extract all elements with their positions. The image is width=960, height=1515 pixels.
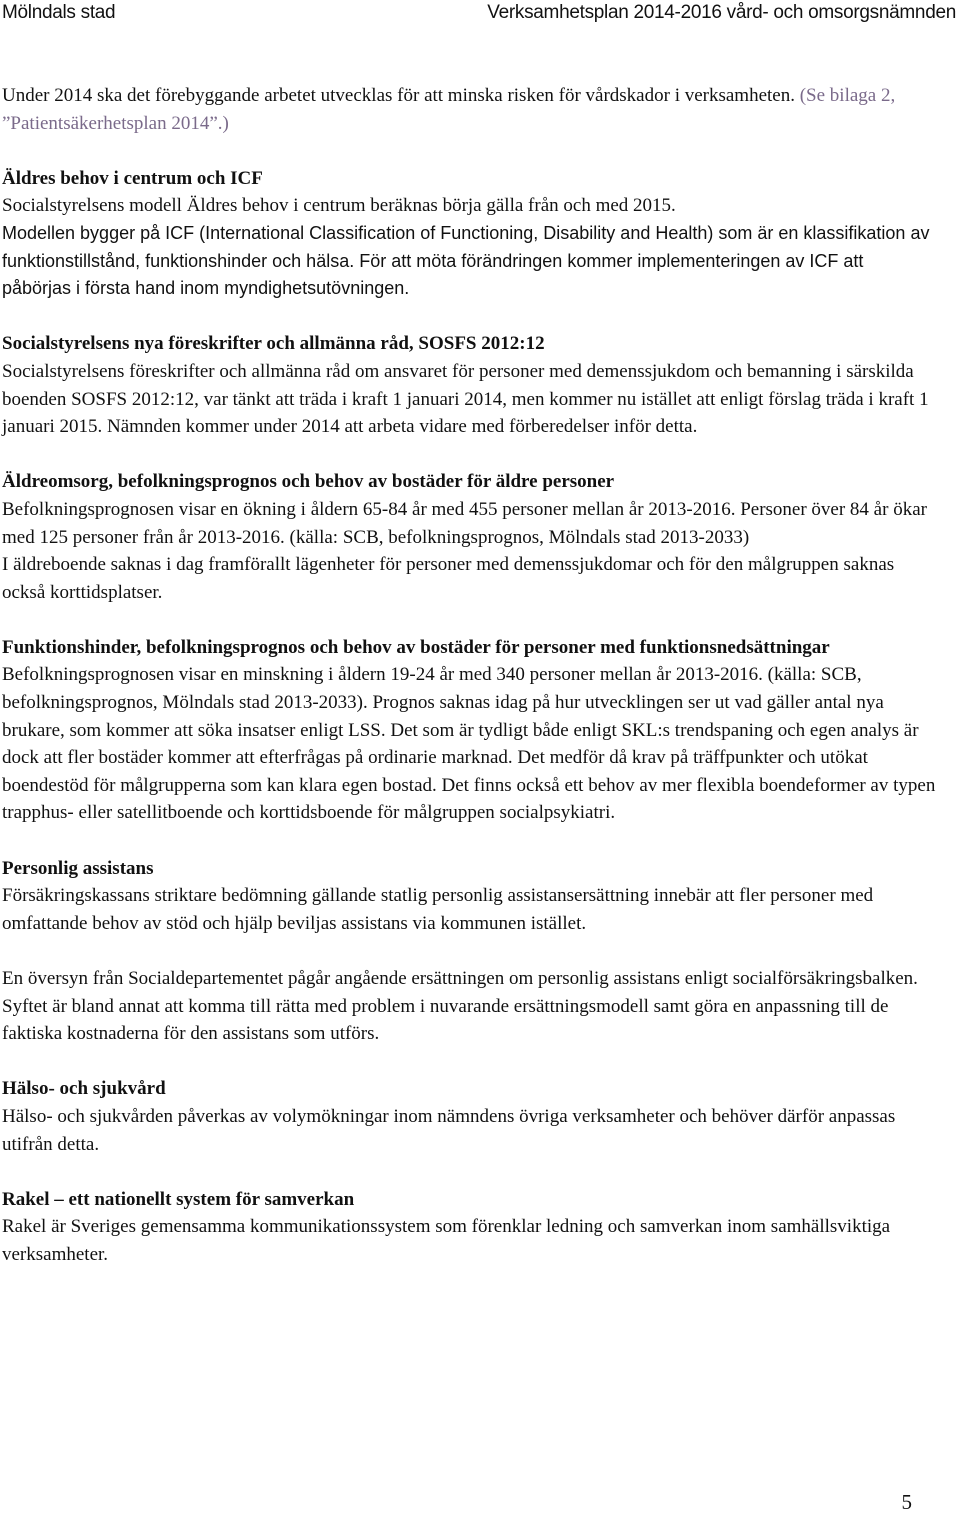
section-title: Äldres behov i centrum och ICF — [2, 167, 263, 189]
section-title: Hälso- och sjukvård — [2, 1078, 166, 1100]
bilaga-reference: (Se bilaga 2, ”Patientsäkerhetsplan 2014”.) — [2, 85, 896, 134]
section-paragraph: I äldreboende saknas i dag framförallt lägenheter för personer med demenssjukdomar och för den målgruppen saknas också korttidsplatser. — [2, 554, 895, 603]
section-title: Rakel – ett nationellt system för samverkan — [2, 1188, 355, 1210]
section-paragraph: Befolkningsprognosen visar en minskning i åldern 19-24 år med 340 personer mellan år 2013-2016. (källa: SCB, befolkningsprognos, Mölndals stad 2013-2033). Prognos saknas idag på hur utvecklingen ser ut vad gäller antal nya brukare, som kommer att söka insatser enligt LSS. Det som är tydligt både enligt SKL:s trendspaning och egen analys är dock att fler bostäder kommer att efterfrågas på ordinarie marknad. Det medför då krav på träffpunkter och utökat boendestöd för målgrupperna som kan klara egen bostad. Det finns också ett behov av mer flexibla boendeformer av typen trapphus- eller satellitboende och korttidsboende för målgruppen socialpsykiatri. — [2, 664, 936, 824]
header-organization: Mölndals stad — [2, 2, 116, 23]
section-aldreomsorg — [2, 468, 937, 606]
section-rakel — [2, 1186, 937, 1269]
intro-text-main: Under 2014 ska det förebyggande arbetet utvecklas för att minska risken för vårdskador i verksamheten. — [2, 85, 800, 106]
section-funktionshinder — [2, 634, 937, 827]
section-title: Socialstyrelsens nya föreskrifter och allmänna råd, SOSFS 2012:12 — [2, 333, 545, 355]
section-title: Personlig assistans — [2, 857, 154, 879]
intro-paragraph — [2, 82, 937, 137]
intro-text — [2, 82, 937, 137]
section-paragraph: Socialstyrelsens föreskrifter och allmänna råd om ansvaret för personer med demenssjukdom och bemanning i särskilda boenden SOSFS 2012:12, var tänkt att träda i kraft 1 januari 2014, men kommer nu istället att enligt förslag träda i kraft 1 januari 2015. Nämnden kommer under 2014 att arbeta vidare med förberedelser inför detta. — [2, 360, 929, 438]
section-icf — [2, 165, 937, 303]
header-document-title: Verksamhetsplan 2014-2016 vård- och omsorgsnämnden — [487, 2, 956, 23]
section-title: Funktionshinder, befolkningsprognos och behov av bostäder för personer med funktionsnedsättningar — [2, 636, 830, 658]
section-halso-sjukvard — [2, 1075, 937, 1158]
page-header — [0, 0, 960, 30]
section-personlig-assistans — [2, 855, 937, 1048]
section-paragraph: Socialstyrelsens modell Äldres behov i centrum beräknas börja gälla från och med 2015. — [2, 195, 676, 217]
section-paragraph: Modellen bygger på ICF (International Classification of Functioning, Disability and Health) som är en klassifikation av funktionstillstånd, funktionshinder och hälsa. För att möta förändringen kommer implementeringen av ICF att påbörjas i första hand inom myndighetsutövningen. — [2, 222, 930, 299]
section-title: Äldreomsorg, befolkningsprognos och behov av bostäder för äldre personer — [2, 471, 615, 493]
section-sosfs — [2, 330, 937, 440]
section-paragraph: En översyn från Socialdepartementet pågår angående ersättningen om personlig assistans enligt socialförsäkringsbalken. Syftet är bland annat att komma till rätta med problem i nuvarande ersättningsmodell samt göra en anpassning till de faktiska kostnaderna för den assistans som utförs. — [2, 968, 918, 1045]
section-paragraph: Rakel är Sveriges gemensamma kommunikationssystem som förenklar ledning och samverkan inom samhällsviktiga verksamheter. — [2, 1216, 891, 1265]
section-paragraph: Försäkringskassans striktare bedömning gällande statlig personlig assistansersättning innebär att fler personer med omfattande behov av stöd och hjälp beviljas assistans via kommunen istället. — [2, 885, 874, 934]
document-body — [2, 82, 937, 1296]
section-paragraph: Hälso- och sjukvården påverkas av volymökningar inom nämndens övriga verksamheter och behöver därför anpassas utifrån detta. — [2, 1105, 896, 1155]
section-paragraph: Befolkningsprognosen visar en ökning i åldern 65-84 år med 455 personer mellan år 2013-2016. Personer över 84 år ökar med 125 personer från år 2013-2016. (källa: SCB, befolkningsprognos, Mölndals stad 2013-2033) — [2, 498, 927, 548]
page-number: 5 — [901, 1490, 912, 1514]
